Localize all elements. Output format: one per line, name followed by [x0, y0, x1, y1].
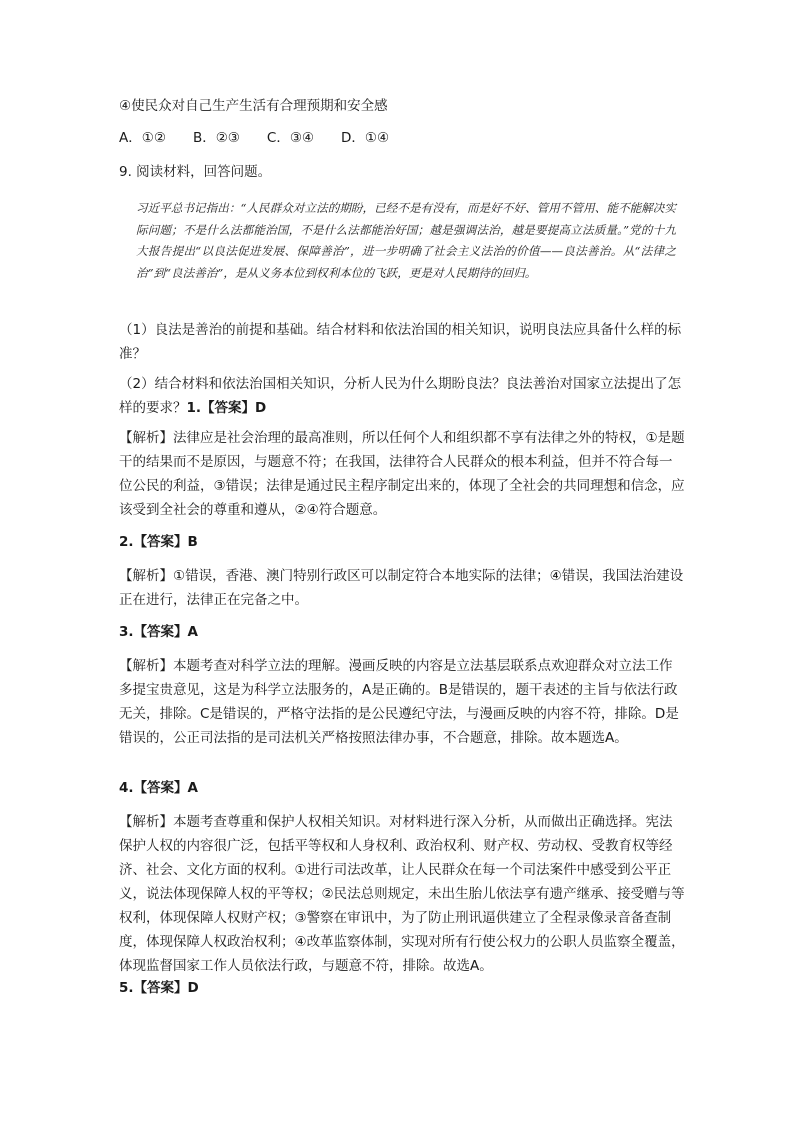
- answer-2-analysis: 【解析】①错误，香港、澳门特别行政区可以制定符合本地实际的法律；④错误，我国法治建设正在进行，法律正在完备之中。: [119, 568, 684, 608]
- sub-question-1: （1）良法是善治的前提和基础。结合材料和依法治国的相关知识，说明良法应具备什么样的标准？: [119, 322, 682, 362]
- answer-2-label: 2.【答案】B: [119, 534, 198, 550]
- choice-line: A．①② B．②③ C．③④ D．①④: [119, 130, 390, 146]
- answer-1-label: 1.【答案】D: [186, 400, 267, 416]
- reading-material: 习近平总书记指出：“人民群众对立法的期盼，已经不是有没有，而是好不好、管用不管用、能不能解决实际问题；不是什么法都能治国，不是什么法都能治好国；越是强调法治，越是要提高立法质量。”党的十九大报告提出“以良法促进发展、保障善治”，进一步明确了社会主义法治的价值——良法善治。从“法律之治”到“良法善治”，是从义务本位到权利本位的飞跃，更是对人民期待的回归。: [136, 201, 676, 280]
- answer-5-label: 5.【答案】D: [119, 980, 199, 996]
- answer-4-analysis: 【解析】本题考查尊重和保护人权相关知识。对材料进行深入分析，从而做出正确选择。宪法保护人权的内容很广泛，包括平等权和人身权利、政治权利、财产权、劳动权、受教育权等经济、社会、文化方面的权利。①进行司法改革，让人民群众在每一个司法案件中感受到公平正义，说法体现保障人权的平等权；②民法总则规定，未出生胎儿依法享有遗产继承、接受赠与等权利，体现保障人权财产权；③警察在审讯中，为了防止刑讯逼供建立了全程录像录音备查制度，体现保障人权政治权利；④改革监察体制，实现对所有行使公权力的公职人员监察全覆盖，体现监督国家工作人员依法行政，与题意不符，排除。故选A。: [119, 814, 685, 974]
- answer-4-label: 4.【答案】A: [119, 780, 198, 796]
- answer-3-label: 3.【答案】A: [119, 624, 198, 640]
- answer-1-analysis: 【解析】法律应是社会治理的最高准则，所以任何个人和组织都不享有法律之外的特权，①是题干的结果而不是原因，与题意不符；在我国，法律符合人民群众的根本利益，但并不符合每一位公民的利益，③错误；法律是通过民主程序制定出来的，体现了全社会的共同理想和信念，应该受到全社会的尊重和遵从，②④符合题意。: [119, 430, 685, 518]
- sub-question-2-text: （2）结合材料和依法治国相关知识，分析人民为什么期盼良法？良法善治对国家立法提出了怎样的要求？: [119, 376, 682, 416]
- answer-3-analysis: 【解析】本题考查对科学立法的理解。漫画反映的内容是立法基层联系点欢迎群众对立法工作多提宝贵意见，这是为科学立法服务的，A是正确的。B是错误的，题干表述的主旨与依法行政无关，排除。C是错误的，严格守法指的是公民遵纪守法，与漫画反映的内容不符，排除。D是错误的，公正司法指的是司法机关严格按照法律办事，不合题意，排除。故本题选A。: [119, 658, 679, 746]
- sub-question-2: [119, 372, 685, 420]
- question-9-stem: 9. 阅读材料，回答问题。: [119, 164, 272, 180]
- option-4-text: ④使民众对自己生产生活有合理预期和安全感: [119, 98, 388, 114]
